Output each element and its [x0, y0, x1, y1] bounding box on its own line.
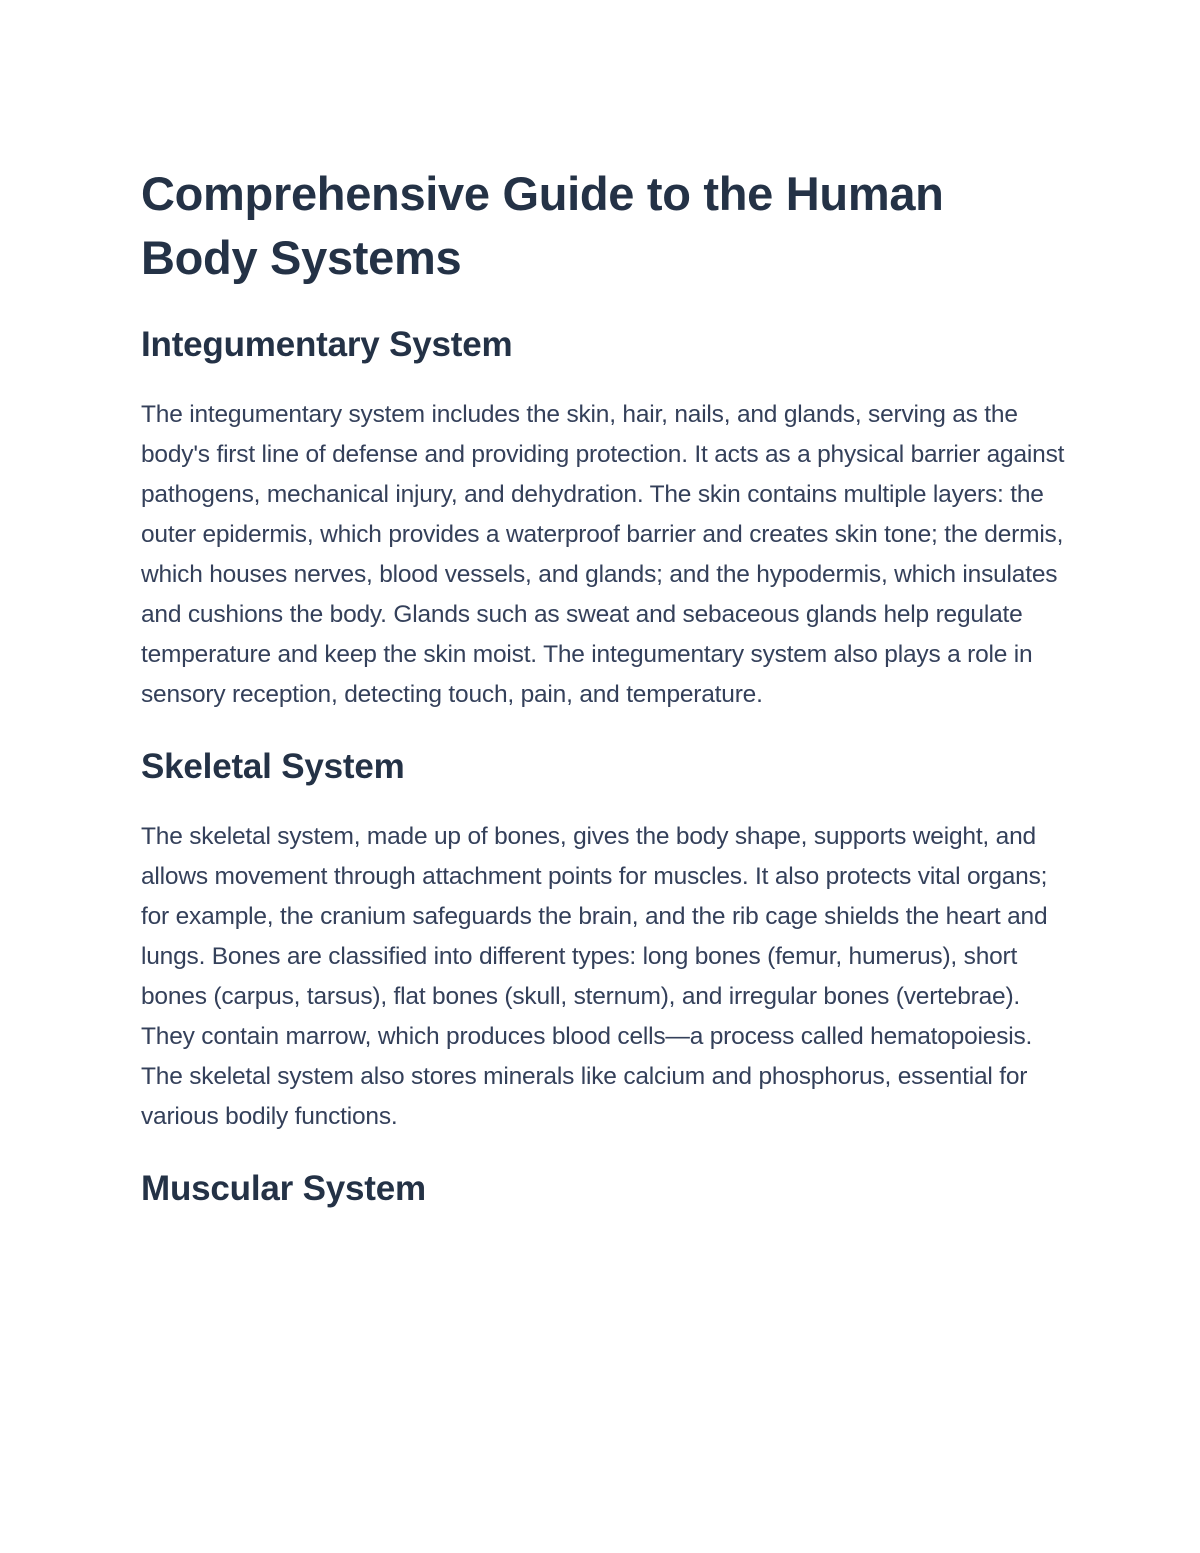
- section-heading-skeletal: Skeletal System: [141, 747, 405, 786]
- section-body-integumentary: The integumentary system includes the skin, hair, nails, and glands, serving as the body's first line of defense and providing protection. It acts as a physical barrier against pathogens, mechanical injury, and dehydration. The skin contains multiple layers: the outer epidermis, which provides a waterproof barrier and creates skin tone; the dermis, which houses nerves, blood vessels, and glands; and the hypodermis, which insulates and cushions the body. Glands such as sweat and sebaceous glands help regulate temperature and keep the skin moist. The integumentary system also plays a role in sensory reception, detecting touch, pain, and temperature.: [141, 401, 1065, 708]
- section-heading-integumentary: Integumentary System: [141, 325, 513, 364]
- document-content: [141, 162, 1066, 1211]
- section-heading-muscular: Muscular System: [141, 1169, 426, 1208]
- section-body-skeletal: The skeletal system, made up of bones, gives the body shape, supports weight, and allows movement through attachment points for muscles. It also protects vital organs; for example, the cranium safeguards the brain, and the rib cage shields the heart and lungs. Bones are classified into different types: long bones (femur, humerus), short bones (carpus, tarsus), flat bones (skull, sternum), and irregular bones (vertebrae). They contain marrow, which produces blood cells—a process called hematopoiesis. The skeletal system also stores minerals like calcium and phosphorus, essential for various bodily functions.: [141, 823, 1048, 1130]
- document-title: Comprehensive Guide to the Human Body Systems: [141, 167, 944, 284]
